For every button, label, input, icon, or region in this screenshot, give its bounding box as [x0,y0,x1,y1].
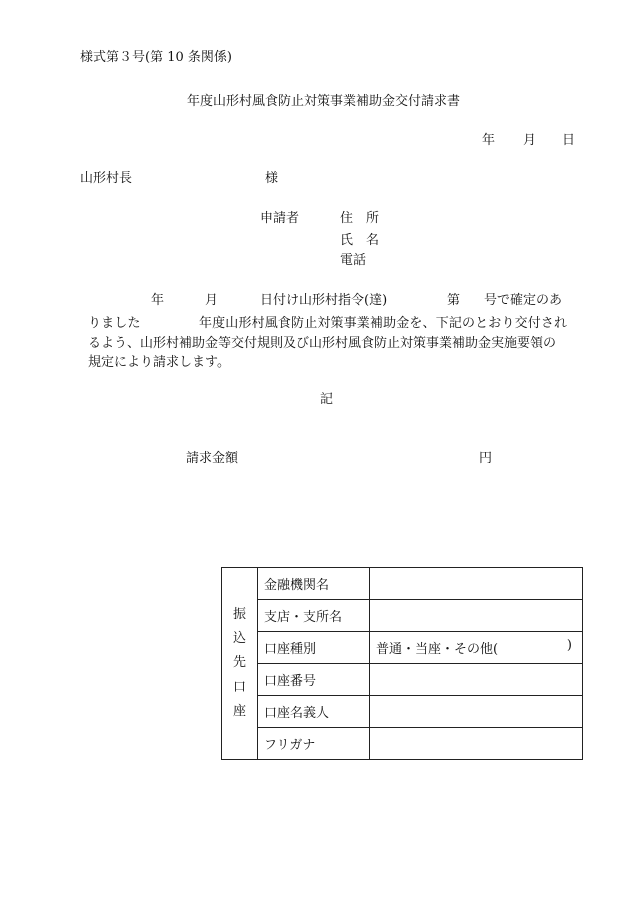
body-line1-end: 号で確定のあ [484,293,563,308]
account-type-options: 普通・当座・その他( [376,642,499,657]
addressee-honorific: 様 [265,171,279,186]
date-year-label: 年 [482,133,496,148]
bank-name-field[interactable] [370,568,583,600]
bank-name-label: 金融機関名 [258,568,370,600]
account-holder-field[interactable] [370,696,583,728]
side-char: 込 [232,631,246,647]
side-char: 振 [232,607,246,623]
branch-name-field[interactable] [370,600,583,632]
side-char: 先 [232,655,246,671]
body-month: 月 [205,293,219,308]
ki-marker: 記 [320,392,334,407]
applicant-address-label: 住 所 [340,211,380,226]
body-year: 年 [151,293,165,308]
side-char: 座 [232,703,246,719]
account-holder-label: 口座名義人 [258,696,370,728]
date-month-label: 月 [523,133,537,148]
applicant-label: 申請者 [260,211,300,226]
furigana-field[interactable] [370,728,583,760]
account-type-close-paren: ) [566,638,572,653]
body-number-label: 第 [447,293,461,308]
applicant-phone-label: 電話 [340,253,367,268]
account-type-label: 口座種別 [258,632,370,664]
amount-unit: 円 [479,451,493,466]
side-char: 口 [232,679,246,695]
form-number: 様式第３号(第 10 条関係) [80,50,232,65]
document-title: 年度山形村風食防止対策事業補助金交付請求書 [187,94,461,109]
addressee-name: 山形村長 [80,171,133,186]
body-line4: 規定により請求します。 [88,355,230,370]
table-row [222,600,583,632]
table-row [222,632,583,664]
amount-label: 請求金額 [186,451,239,466]
applicant-name-label: 氏 名 [340,233,380,248]
bank-account-table [221,567,583,760]
bank-side-label [222,568,258,760]
body-line3: るよう、山形村補助金等交付規則及び山形村風食防止対策事業補助金実施要領の [88,336,557,351]
table-row [222,568,583,600]
body-reference: 日付け山形村指令(達) [260,293,388,308]
account-number-field[interactable] [370,664,583,696]
furigana-label: フリガナ [258,728,370,760]
table-row [222,728,583,760]
branch-name-label: 支店・支所名 [258,600,370,632]
body-line2-start: りました [88,316,141,331]
date-day-label: 日 [562,133,576,148]
account-number-label: 口座番号 [258,664,370,696]
body-line2-end: 年度山形村風食防止対策事業補助金を、下記のとおり交付され [199,316,568,331]
table-row [222,696,583,728]
table-row [222,664,583,696]
account-type-field[interactable] [370,632,583,664]
